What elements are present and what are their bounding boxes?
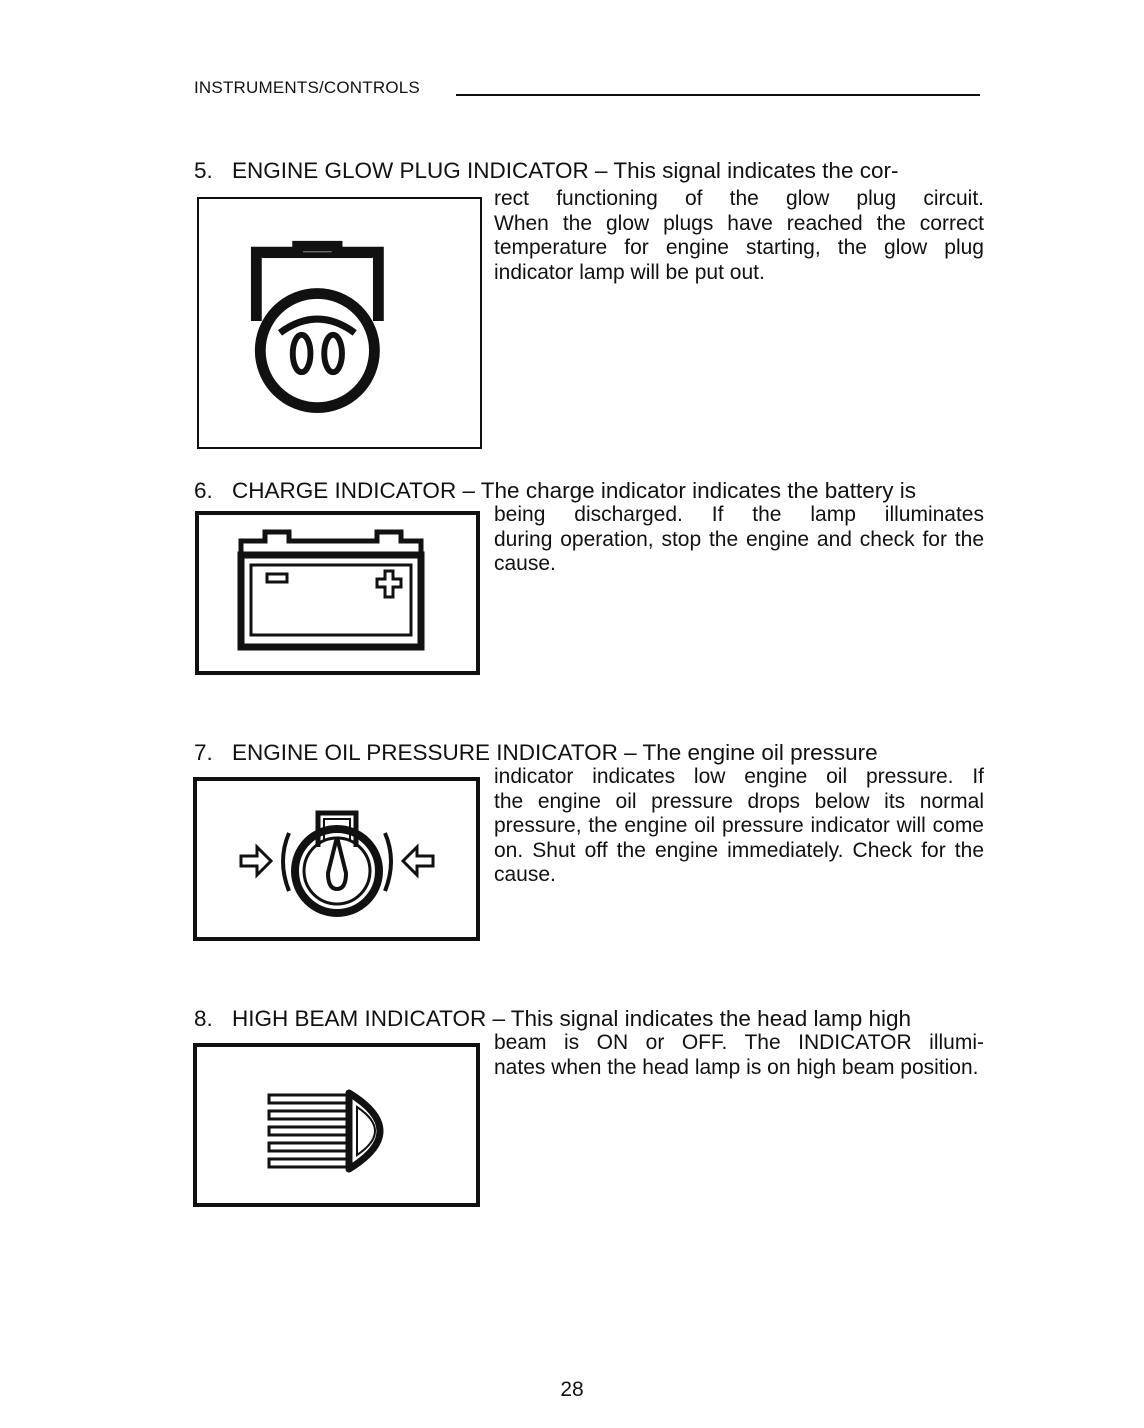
section-body-first-line: being discharged. If the lamp illuminates xyxy=(494,503,984,526)
section-heading-text: HIGH BEAM INDICATOR – This signal indicates the head lamp high xyxy=(232,1006,912,1031)
section-number: 6. xyxy=(194,478,213,503)
section-body xyxy=(494,1031,984,1080)
battery-icon xyxy=(195,511,480,675)
section-body-text: the engine oil pressure drops below its normal pressure, the engine oil pressure indicator will come on. Shut off the engine immediately. Check for the cause. xyxy=(494,789,984,886)
page-header xyxy=(194,78,980,98)
section-body-text: nates when the head lamp is on high beam position. xyxy=(494,1055,979,1079)
page-number: 28 xyxy=(560,1378,584,1401)
header-rule xyxy=(456,94,980,96)
section-heading-text: ENGINE OIL PRESSURE INDICATOR – The engine oil pressure xyxy=(232,740,878,765)
section-body xyxy=(494,765,984,888)
section-heading xyxy=(194,158,988,184)
section-heading xyxy=(194,478,988,504)
section-number: 8. xyxy=(194,1006,213,1031)
section-heading-text: ENGINE GLOW PLUG INDICATOR – This signal indicates the cor- xyxy=(232,158,899,183)
section-heading xyxy=(194,1006,988,1032)
section-body xyxy=(494,503,984,577)
section-body-text: When the glow plugs have reached the correct temperature for engine starting, the glow plug indicator lamp will be put out. xyxy=(494,211,984,284)
oil-pressure-icon xyxy=(193,777,480,941)
high-beam-icon xyxy=(193,1043,480,1207)
section-body-first-line: beam is ON or OFF. The INDICATOR illumi- xyxy=(494,1031,984,1054)
header-title: INSTRUMENTS/CONTROLS xyxy=(194,78,420,97)
glow-plug-icon xyxy=(197,197,482,449)
section-heading xyxy=(194,740,988,766)
section-body-first-line: rect functioning of the glow plug circuit. xyxy=(494,187,984,210)
section-body-text: during operation, stop the engine and check for the cause. xyxy=(494,527,984,575)
section-number: 7. xyxy=(194,740,213,765)
section-number: 5. xyxy=(194,158,213,183)
section-body-first-line: indicator indicates low engine oil pressure. If xyxy=(494,765,984,788)
section-heading-text: CHARGE INDICATOR – The charge indicator indicates the battery is xyxy=(232,478,917,503)
section-body xyxy=(494,187,984,285)
